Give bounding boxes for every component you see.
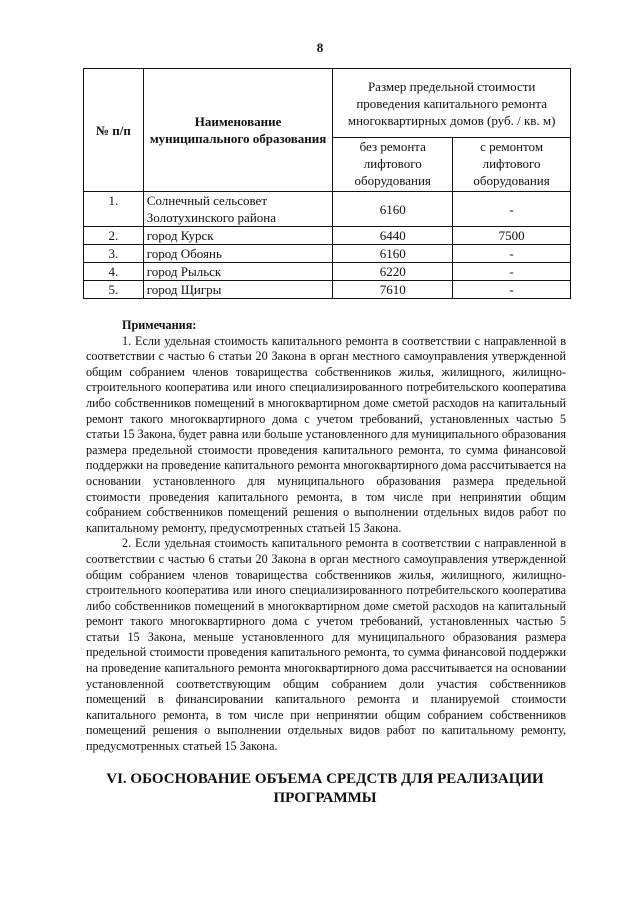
- row-cost-with-lift: 7500: [453, 227, 571, 245]
- row-cost-without-lift: 6440: [333, 227, 453, 245]
- row-cost-with-lift: -: [453, 263, 571, 281]
- header-cost-limit: Размер предельной стоимости проведения капитального ремонта многоквартирных домов (руб. / кв. м): [333, 69, 571, 138]
- section-heading: [60, 770, 590, 808]
- row-municipality: город Обоянь: [143, 245, 333, 263]
- table-row: [84, 227, 571, 245]
- header-number: № п/п: [84, 69, 144, 192]
- section-heading-line: ПРОГРАММЫ: [273, 790, 377, 806]
- header-without-lift: без ремонта лифтового оборудования: [333, 138, 453, 192]
- row-cost-without-lift: 6220: [333, 263, 453, 281]
- cost-limit-table: [83, 68, 571, 299]
- table-row: [84, 192, 571, 227]
- row-number: 2.: [84, 227, 144, 245]
- row-municipality: город Курск: [143, 227, 333, 245]
- page-number: 8: [316, 40, 324, 55]
- table-row: [84, 281, 571, 299]
- section-heading-line: VI. ОБОСНОВАНИЕ ОБЪЕМА СРЕДСТВ ДЛЯ РЕАЛИЗАЦИИ: [106, 771, 544, 787]
- note-paragraph: 1. Если удельная стоимость капитального ремонта в соответствии с направленной в соответствии с частью 6 статьи 20 Закона в орган местного самоуправления утвержденной общим собранием членов товарищества собственников жилья, жилищного, жилищно-строительного кооператива или иного специализированного потребительского кооператива либо собственников помещений в многоквартирном доме сметой расходов на капитальный ремонт такого многоквартирного дома с учетом требований, установленных частью 5 статьи 15 Закона, будет равна или больше установленного для муниципального образования размера предельной стоимости проведения капитального ремонта, то сумма финансовой поддержки на проведение капитального ремонта многоквартирного дома рассчитывается на основании установленного для муниципального образования размера предельной стоимости проведения капитального ремонта, в том числе при непринятии общим собранием собственников помещений решения о выполнении отдельных видов работ по капитальному ремонту, предусмотренных статьей 15 Закона.: [86, 333, 566, 535]
- notes-section: [86, 318, 566, 755]
- row-cost-with-lift: -: [453, 192, 571, 227]
- table-row: [84, 263, 571, 281]
- header-with-lift: с ремонтом лифтового оборудования: [453, 138, 571, 192]
- row-cost-with-lift: -: [453, 245, 571, 263]
- notes-title: Примечания:: [122, 318, 197, 332]
- row-cost-with-lift: -: [453, 281, 571, 299]
- row-number: 3.: [84, 245, 144, 263]
- row-cost-without-lift: 7610: [333, 281, 453, 299]
- row-number: 5.: [84, 281, 144, 299]
- row-cost-without-lift: 6160: [333, 192, 453, 227]
- table-row: [84, 245, 571, 263]
- row-municipality: Солнечный сельсовет Золотухинского района: [143, 192, 333, 227]
- row-municipality: город Рыльск: [143, 263, 333, 281]
- row-municipality: город Щигры: [143, 281, 333, 299]
- header-municipality: Наименование муниципального образования: [143, 69, 333, 192]
- note-paragraph: 2. Если удельная стоимость капитального ремонта в соответствии с направленной в соответствии с частью 6 статьи 20 Закона в орган местного самоуправления утвержденной общим собранием членов товарищества собственников жилья, жилищного, жилищно-строительного кооператива или иного специализированного потребительского кооператива либо собственников помещений в многоквартирном доме сметой расходов на капитальный ремонт такого многоквартирного дома с учетом требований, установленных частью 5 статьи 15 Закона, меньше установленного для муниципального образования размера предельной стоимости проведения капитального ремонта, то сумма финансовой поддержки на проведение капитального ремонта многоквартирного дома рассчитывается на основании установленной соответствующим общим собранием доли участия собственников помещений в финансировании капитального ремонта и планируемой стоимости капитального ремонта, в том числе при непринятии общим собранием собственников помещений решения о выполнении отдельных видов работ по капитальному ремонту, предусмотренных статьей 15 Закона.: [86, 536, 566, 754]
- row-cost-without-lift: 6160: [333, 245, 453, 263]
- row-number: 1.: [84, 192, 144, 227]
- row-number: 4.: [84, 263, 144, 281]
